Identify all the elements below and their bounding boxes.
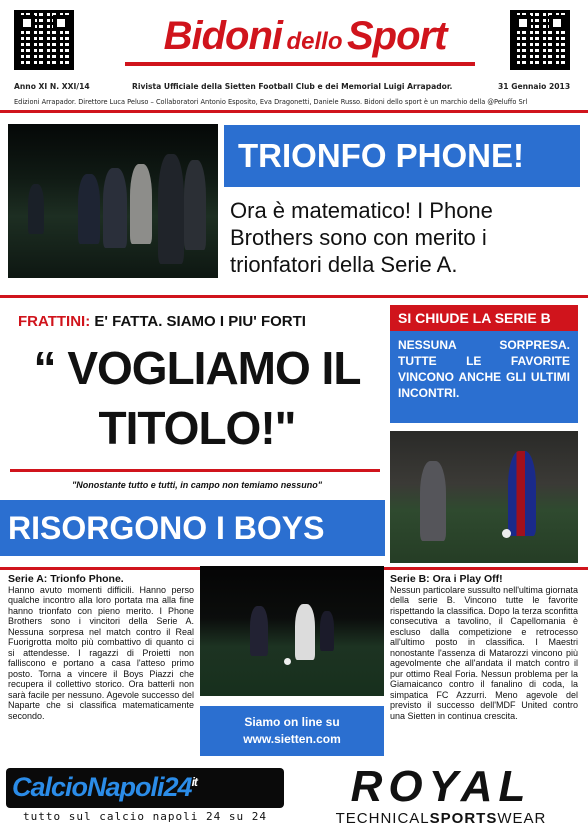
divider-top (0, 110, 588, 113)
royal-ad[interactable] (300, 762, 582, 828)
masthead (110, 14, 500, 59)
serie-b-box-text: NESSUNA SORPRESA. TUTTE LE FAVORITE VINCONO ANCHE GLI ULTIMI INCONTRI. (390, 331, 578, 423)
quote-headline: “ VOGLIAMO IL TITOLO!" (33, 342, 361, 454)
serie-a-article-body: Hanno avuto momenti difficili. Hanno perso qualche incontro alla loro portata ma alla fine hanno trionfato con pieno merito. I Phone Brothers sono i vincitori della Serie A. Nessuna sorpresa nel match contro il Real Fuorigrotta molto più combattivo di quanto ci si attendesse. I ragazzi di Proietti non falliscono e portano a casa l'atteso primo posto. Torna a vincere il Boys Piazzi che recupera il collettivo storico. Ora batterli non sarà facile per nessuno. Agevole successo del Naparte che si classifica matematicamente secondo. (8, 584, 194, 721)
quote-kicker (18, 313, 306, 330)
quote-kicker-text: E' FATTA. SIAMO I PIU' FORTI (94, 313, 306, 330)
tagline: Rivista Ufficiale della Sietten Football Club e dei Memorial Luigi Arrapador. (132, 82, 453, 91)
serie-b-article (390, 574, 578, 721)
staff-line: Edizioni Arrapador. Direttore Luca Peluso – Collaboratori Antonio Esposito, Eva Dragonetti, Daniele Russo. Bidoni dello sport è un marchio della @Peluffo Srl (14, 98, 528, 106)
masthead-word3: Sport (346, 14, 447, 58)
boys-headline: RISORGONO I BOYS (0, 500, 385, 556)
online-box[interactable] (200, 706, 384, 756)
issue-date: 31 Gennaio 2013 (498, 82, 571, 91)
royal-tagline-part2: SPORTS (429, 810, 498, 827)
serie-b-article-body: Nessun particolare sussulto nell'ultima giornata della serie B. Vincono tutte le favorite rispettando la classifica. Dopo la terza sconfitta consecutiva a tavolino, il Capellomania è escluso dalla competizione e retrocesso all'ultimo posto in classifica. I Maestri nonostante l'assenza di Matarozzi vincono più agevolmente che all'andata il match contro il pur ottimo Real Foria. Nessun problema per la Giamaicanco contro il fanalino di coda, la simpatica FC Azzurri. Meno agevole del previsto il successo dell'MDF United contro una Sietten in continua crescita. (390, 584, 578, 721)
serie-b-article-title: Serie B: Ora i Play Off! (390, 573, 503, 585)
top-story-photo (8, 124, 218, 278)
quote-rule (10, 469, 380, 472)
quote-kicker-name: FRATTINI: (18, 313, 91, 330)
serie-a-article-title: Serie A: Trionfo Phone. (8, 573, 124, 585)
top-story-headline: TRIONFO PHONE! (224, 125, 580, 187)
calcionapoli24-logo: CalcioNapoli24 (12, 772, 192, 802)
qr-code-left (14, 10, 74, 70)
masthead-word1: Bidoni (163, 14, 283, 58)
divider-middle (0, 295, 588, 298)
online-text: Siamo on line su (244, 715, 340, 729)
quote-subquote: "Nonostante tutto e tutti, in campo non temiamo nessuno" (71, 480, 323, 490)
calcionapoli24-ad[interactable] (6, 764, 284, 828)
calcionapoli24-tagline: tutto sul calcio napoli 24 su 24 (23, 810, 267, 823)
boys-match-photo (200, 566, 384, 696)
calcionapoli24-suffix: it (191, 775, 197, 789)
issue-number: Anno XI N. XXI/14 (14, 82, 90, 91)
serie-b-box-title: SI CHIUDE LA SERIE B (390, 305, 578, 331)
royal-tagline-part3: WEAR (497, 810, 547, 827)
serie-a-article (8, 574, 194, 721)
top-story-lead: Ora è matematico! I Phone Brothers sono con merito i trionfatori della Serie A. (230, 198, 493, 277)
masthead-word2: dello (286, 28, 343, 55)
royal-logo: ROYAL (350, 762, 532, 811)
qr-code-right (510, 10, 570, 70)
masthead-underline (125, 62, 475, 66)
royal-tagline (300, 810, 582, 827)
website-link[interactable]: www.sietten.com (243, 732, 341, 746)
royal-tagline-part1: TECHNICAL (335, 810, 430, 827)
serie-b-photo (390, 431, 578, 563)
